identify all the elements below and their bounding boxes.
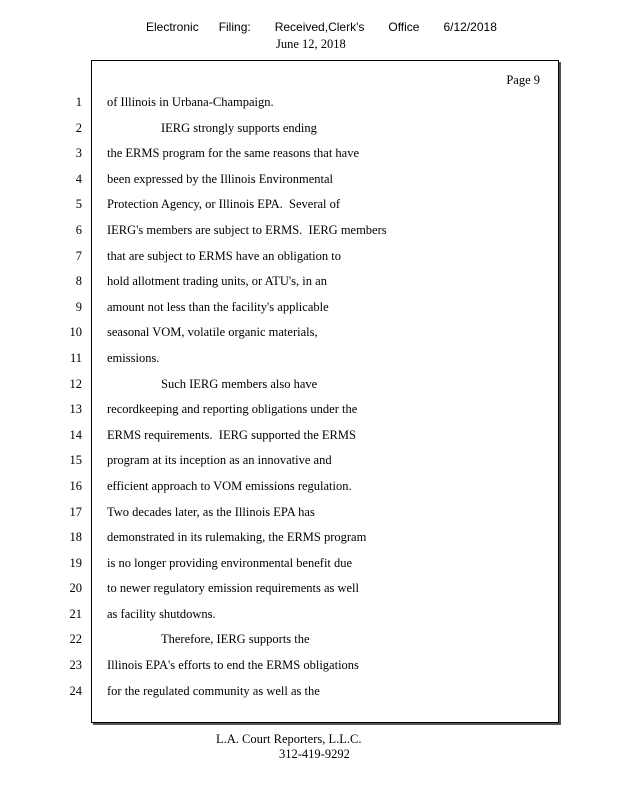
transcript-line: been expressed by the Illinois Environmental bbox=[107, 171, 333, 186]
line-number: 15 bbox=[69, 453, 82, 468]
transcript-line: for the regulated community as well as the bbox=[107, 683, 320, 698]
line-number: 19 bbox=[69, 555, 82, 570]
line-number: 20 bbox=[69, 581, 82, 596]
line-number: 13 bbox=[69, 402, 82, 417]
line-number: 17 bbox=[69, 504, 82, 519]
line-number-column bbox=[52, 94, 82, 708]
filing-stamp-date: 6/12/2018 bbox=[443, 20, 497, 34]
transcript-line: Protection Agency, or Illinois EPA. Several of bbox=[107, 197, 341, 212]
line-number: 18 bbox=[69, 530, 82, 545]
line-number: 1 bbox=[75, 95, 82, 109]
transcript-line: efficient approach to VOM emissions regulation. bbox=[107, 478, 352, 493]
filing-word-received: Received,Clerk's bbox=[274, 20, 365, 34]
transcript-line: that are subject to ERMS have an obligation to bbox=[107, 248, 341, 263]
line-number: 24 bbox=[69, 683, 82, 698]
transcript-line: hold allotment trading units, or ATU's, in an bbox=[107, 274, 327, 289]
transcript-line: to newer regulatory emission requirements as well bbox=[107, 581, 360, 596]
transcript-line: is no longer providing environmental benefit due bbox=[107, 555, 353, 570]
line-number: 5 bbox=[75, 197, 82, 212]
reporter-name: L.A. Court Reporters, L.L.C. bbox=[216, 732, 362, 746]
transcript-line: the ERMS program for the same reasons that have bbox=[107, 146, 360, 161]
line-number: 22 bbox=[69, 632, 82, 647]
line-number: 8 bbox=[75, 274, 82, 289]
line-number: 23 bbox=[69, 658, 82, 673]
line-number: 7 bbox=[75, 248, 82, 263]
transcript-line: demonstrated in its rulemaking, the ERMS program bbox=[107, 530, 367, 545]
filing-stamp-line bbox=[146, 20, 497, 34]
line-number: 4 bbox=[75, 171, 82, 186]
page-number: Page 9 bbox=[506, 73, 540, 87]
transcript-line: Therefore, IERG supports the bbox=[161, 632, 310, 647]
line-number: 6 bbox=[75, 222, 82, 237]
transcript-line: of Illinois in Urbana-Champaign. bbox=[107, 95, 274, 109]
transcript-line: ERMS requirements. IERG supported the ERMS bbox=[107, 427, 356, 442]
filing-word-electronic: Electronic bbox=[146, 20, 199, 34]
transcript-line: emissions. bbox=[107, 350, 160, 365]
line-number: 10 bbox=[69, 325, 82, 340]
transcript-line: Two decades later, as the Illinois EPA has bbox=[107, 504, 315, 519]
transcript-line: as facility shutdowns. bbox=[107, 606, 216, 621]
line-number: 11 bbox=[69, 350, 82, 365]
line-number: 2 bbox=[75, 120, 82, 135]
transcript-line: program at its inception as an innovative and bbox=[107, 453, 332, 468]
transcript-line: Illinois EPA's efforts to end the ERMS obligations bbox=[107, 658, 359, 673]
line-number: 16 bbox=[69, 478, 82, 493]
transcript-line: seasonal VOM, volatile organic materials, bbox=[107, 325, 318, 340]
transcript-line: recordkeeping and reporting obligations under the bbox=[107, 402, 358, 417]
electronic-filing-stamp bbox=[0, 20, 618, 62]
transcript-line: IERG strongly supports ending bbox=[161, 120, 317, 135]
transcript-text bbox=[107, 94, 547, 708]
transcript-line: amount not less than the facility's applicable bbox=[107, 299, 329, 314]
reporter-phone: 312-419-9292 bbox=[279, 747, 350, 761]
filing-word-office: Office bbox=[388, 20, 420, 34]
line-number: 9 bbox=[75, 299, 82, 314]
filing-date: June 12, 2018 bbox=[276, 37, 346, 51]
line-number: 21 bbox=[69, 606, 82, 621]
filing-word-filing: Filing: bbox=[218, 20, 251, 34]
line-number: 3 bbox=[75, 146, 82, 161]
transcript-line: IERG's members are subject to ERMS. IERG members bbox=[107, 222, 387, 237]
transcript-line: Such IERG members also have bbox=[161, 376, 318, 391]
line-number: 12 bbox=[69, 376, 82, 391]
line-number: 14 bbox=[69, 427, 82, 442]
